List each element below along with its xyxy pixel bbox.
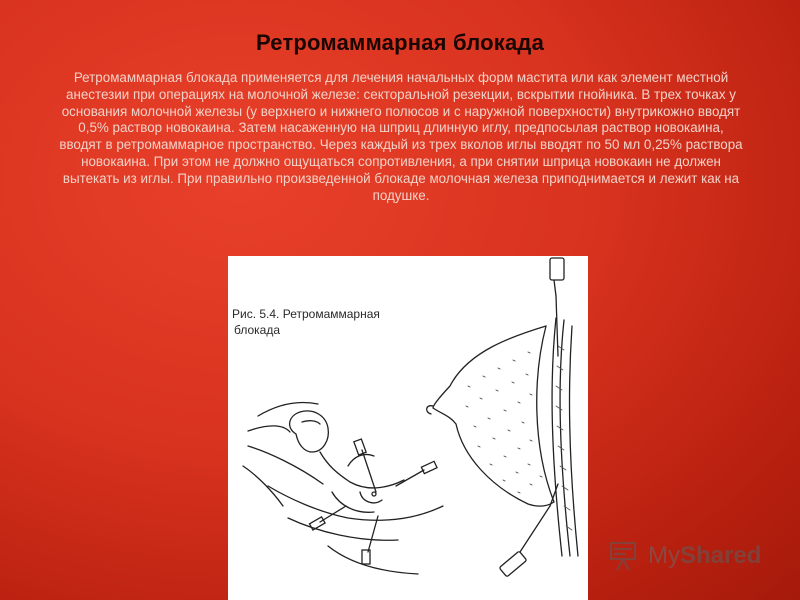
figure-drawing bbox=[228, 256, 588, 600]
watermark-text bbox=[648, 542, 761, 570]
figure-illustration bbox=[228, 256, 588, 600]
watermark-logo bbox=[608, 538, 778, 574]
slide-title: Ретромаммарная блокада bbox=[255, 30, 545, 55]
presentation-board-icon bbox=[608, 539, 642, 573]
watermark-text-shared: Shared bbox=[680, 542, 762, 569]
syringe-lower bbox=[499, 551, 527, 577]
slide-body-text: Ретромаммарная блокада применяется для лечения начальных форм мастита или как элемент местной анестезии при операциях на молочной железе: секторальной резекции, вскрытии гнойника. В трех точках у основания молочной железы (у верхнего и нижнего полюсов и с наружной поверхности) внутрикожно вводят 0,5% раствор новокаина. Затем насаженную на шприц длинную иглу, предпосылая раствор новокаина, вводят в ретромаммарное пространство. Через каждый из трех вколов иглы вводят по 50 мл 0,25% раствора новокаина. При этом не должно ощущаться сопротивления, а при снятии шприца новокаин не должен вытекать из иглы. При правильно произведенной блокаде молочная железа приподнимается и лежит как на подушке. bbox=[59, 70, 743, 203]
breast-cross-section bbox=[433, 326, 554, 506]
patient-head bbox=[290, 411, 329, 452]
syringe-upper bbox=[550, 258, 564, 280]
figure-caption-line-2: блокада bbox=[234, 323, 281, 337]
watermark-text-my: My bbox=[648, 542, 680, 569]
figure-caption-line-1: Рис. 5.4. Ретромаммарная bbox=[232, 307, 380, 321]
